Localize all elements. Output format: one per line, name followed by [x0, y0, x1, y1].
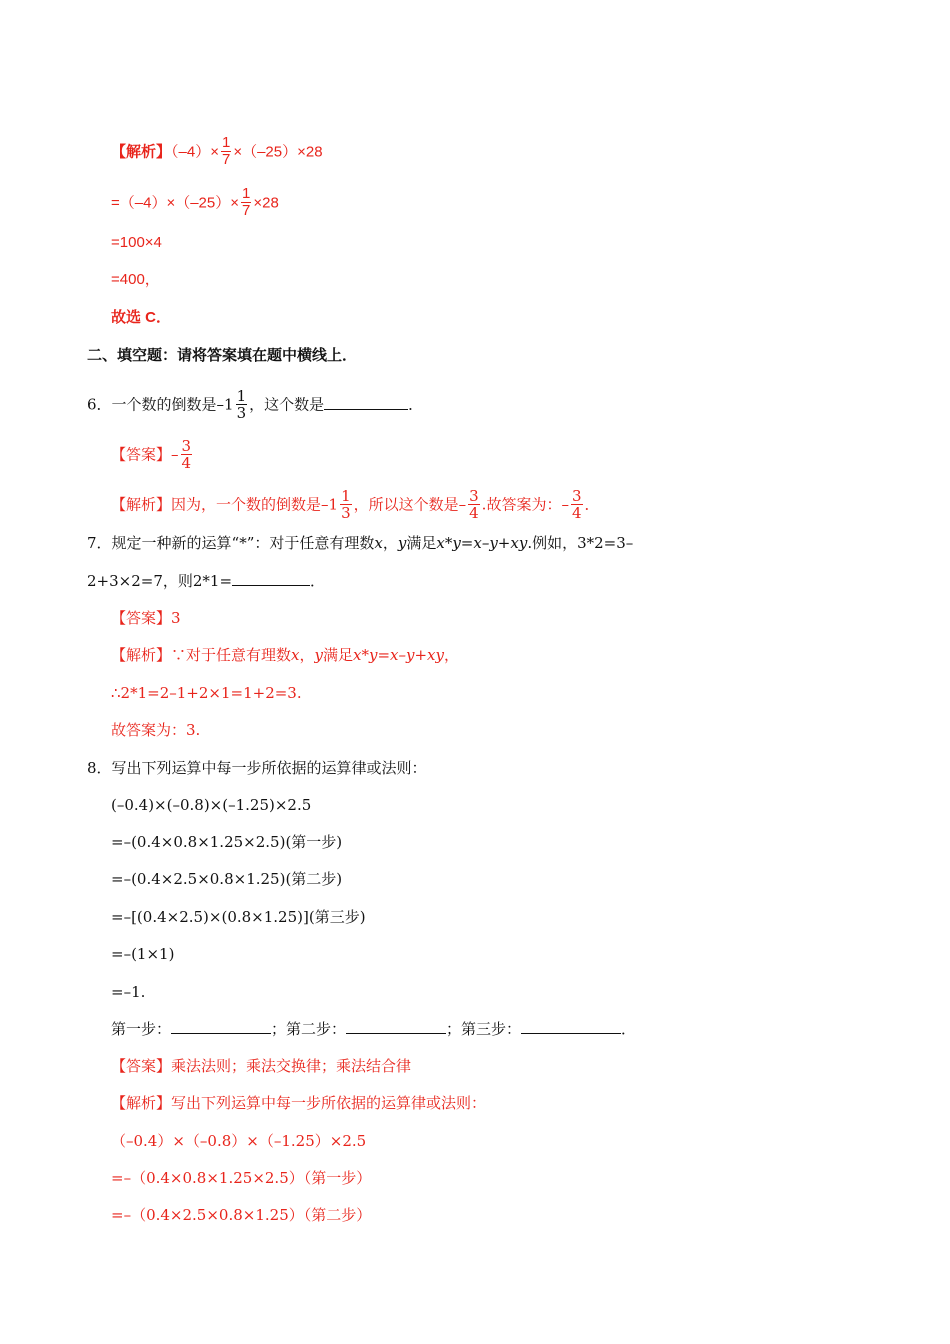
- answer-blank: [346, 1019, 446, 1034]
- fraction: $\frac{3}{4}$: [571, 487, 582, 522]
- q8-stem: 8．写出下列运算中每一步所依据的运算律或法则：: [87, 759, 427, 777]
- jiexi-tag: 【解析】: [111, 1094, 172, 1112]
- q8-jiexi-line-4: =–（0.4×2.5×0.8×1.25）（第二步）: [111, 1206, 372, 1224]
- q5-jiexi-line-4: =400，: [111, 271, 160, 288]
- q6-stem: 6．一个数的倒数是–1 $\frac{1}{3}$ ，这个数是 ．: [87, 387, 424, 422]
- q7-answer: 【答案】3: [111, 609, 181, 627]
- q5-jiexi-line-2: =（–4）×（–25）× $\frac{1}{7}$ ×28: [111, 185, 279, 219]
- q7-jiexi-line-3: 故答案为：3.: [111, 721, 201, 739]
- jiexi-tag: 【解析】: [111, 646, 172, 664]
- section-title: 二、填空题：请将答案填在题中横线上．: [87, 347, 358, 364]
- q6-answer: 【答案】– $\frac{3}{4}$: [111, 437, 192, 472]
- answer-blank: [171, 1019, 271, 1034]
- q6-jiexi: 【解析】因为，一个数的倒数是–1 $\frac{1}{3}$ ，所以这个数是– $\frac{3}{4}$ .故答案为：– $\frac{3}{4}$ ．: [111, 487, 600, 522]
- answer-blank: [324, 395, 408, 410]
- answer-blank: [232, 571, 310, 586]
- q7-stem-line-2: 2+3×2=7，则2*1= ．: [87, 572, 326, 590]
- jiexi-tag: 【解析】: [111, 143, 172, 161]
- fraction: $\frac{1}{3}$: [236, 387, 247, 422]
- q8-jiexi-line-1: 【解析】写出下列运算中每一步所依据的运算律或法则：: [111, 1094, 487, 1112]
- q8-answer: 【答案】乘法法则；乘法交换律；乘法结合律: [111, 1057, 412, 1075]
- fraction: $\frac{3}{4}$: [469, 487, 479, 522]
- answer-tag: 【答案】: [111, 609, 172, 627]
- q8-step-line: (–0.4)×(–0.8)×(–1.25)×2.5: [111, 796, 312, 814]
- q5-jiexi-line-1: 【解析】（–4）× $\frac{1}{7}$ ×（–25）×28: [111, 134, 323, 168]
- q8-jiexi-line-2: （–0.4）×（–0.8）×（–1.25）×2.5: [111, 1132, 367, 1150]
- answer-tag: 【答案】: [111, 1057, 172, 1075]
- q5-jiexi-line-3: =100×4: [111, 234, 162, 251]
- q7-stem-line-1: 7．规定一种新的运算“*”：对于任意有理数x，y满足x*y=x–y+xy.例如，3*2=3–: [87, 534, 634, 552]
- q8-step-line: =–(0.4×0.8×1.25×2.5)(第一步): [111, 833, 343, 851]
- fraction: $\frac{3}{4}$: [181, 437, 192, 472]
- q8-fill-line: 第一步： ；第二步： ；第三步： ．: [111, 1020, 637, 1038]
- fraction: $\frac{1}{3}$: [341, 487, 351, 522]
- q8-step-line: =–(0.4×2.5×0.8×1.25)(第二步): [111, 870, 343, 888]
- q8-step-line: =–[(0.4×2.5)×(0.8×1.25)](第三步): [111, 908, 366, 926]
- fraction: $\frac{1}{7}$: [242, 185, 251, 219]
- q7-jiexi-line-1: 【解析】∵对于任意有理数x，y满足x*y=x–y+xy，: [111, 646, 459, 664]
- fraction: $\frac{1}{7}$: [221, 134, 231, 168]
- q8-step-line: =–(1×1): [111, 945, 175, 963]
- q5-jiexi-conclusion: 故选 C．: [111, 309, 172, 326]
- answer-blank: [521, 1019, 621, 1034]
- q8-step-line: =–1.: [111, 983, 146, 1001]
- q7-jiexi-line-2: ∴2*1=2–1+2×1=1+2=3.: [111, 684, 302, 702]
- q8-jiexi-line-3: =–（0.4×0.8×1.25×2.5）（第一步）: [111, 1169, 372, 1187]
- jiexi-tag: 【解析】: [111, 495, 172, 514]
- answer-tag: 【答案】: [111, 445, 172, 464]
